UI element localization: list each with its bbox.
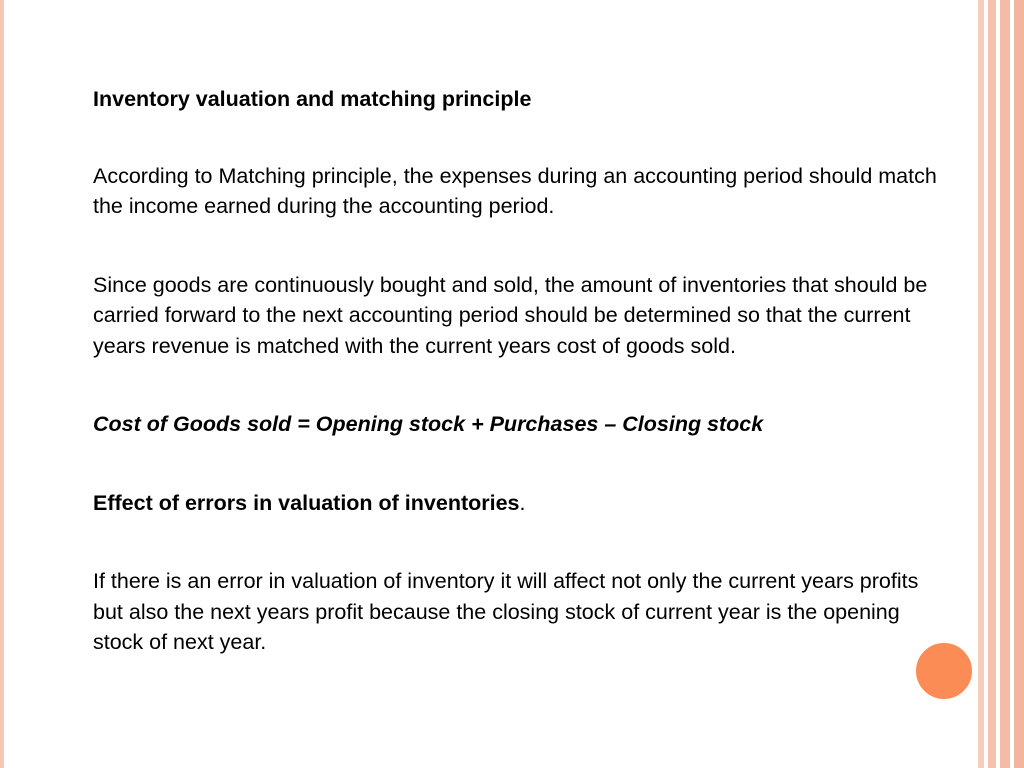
slide-heading: Inventory valuation and matching principle (93, 87, 532, 111)
effect-heading: Effect of errors in valuation of inventories (93, 490, 520, 515)
cogs-formula: Cost of Goods sold = Opening stock + Purchases – Closing stock (93, 412, 764, 436)
matching-principle-paragraph: According to Matching principle, the expenses during an accounting period should match the income earned during the accounting period. (93, 163, 937, 218)
inventory-carry-forward-paragraph: Since goods are continuously bought and sold, the amount of inventories that should be carried forward to the next accounting period should be determined so that the current years revenue is matched with the current years cost of goods sold. (93, 272, 928, 358)
effect-heading-period: . (519, 490, 526, 515)
left-border-strip (0, 0, 4, 768)
slide-body (93, 84, 953, 706)
decorative-stripe (1014, 0, 1024, 768)
decorative-stripe (988, 0, 996, 768)
effect-heading-line (93, 488, 953, 519)
decorative-stripe (1000, 0, 1010, 768)
decorative-circle (913, 640, 975, 702)
error-effect-paragraph: If there is an error in valuation of inventory it will affect not only the current years profits but also the next years profit because the closing stock of current year is the opening stock of next year. (93, 569, 919, 654)
